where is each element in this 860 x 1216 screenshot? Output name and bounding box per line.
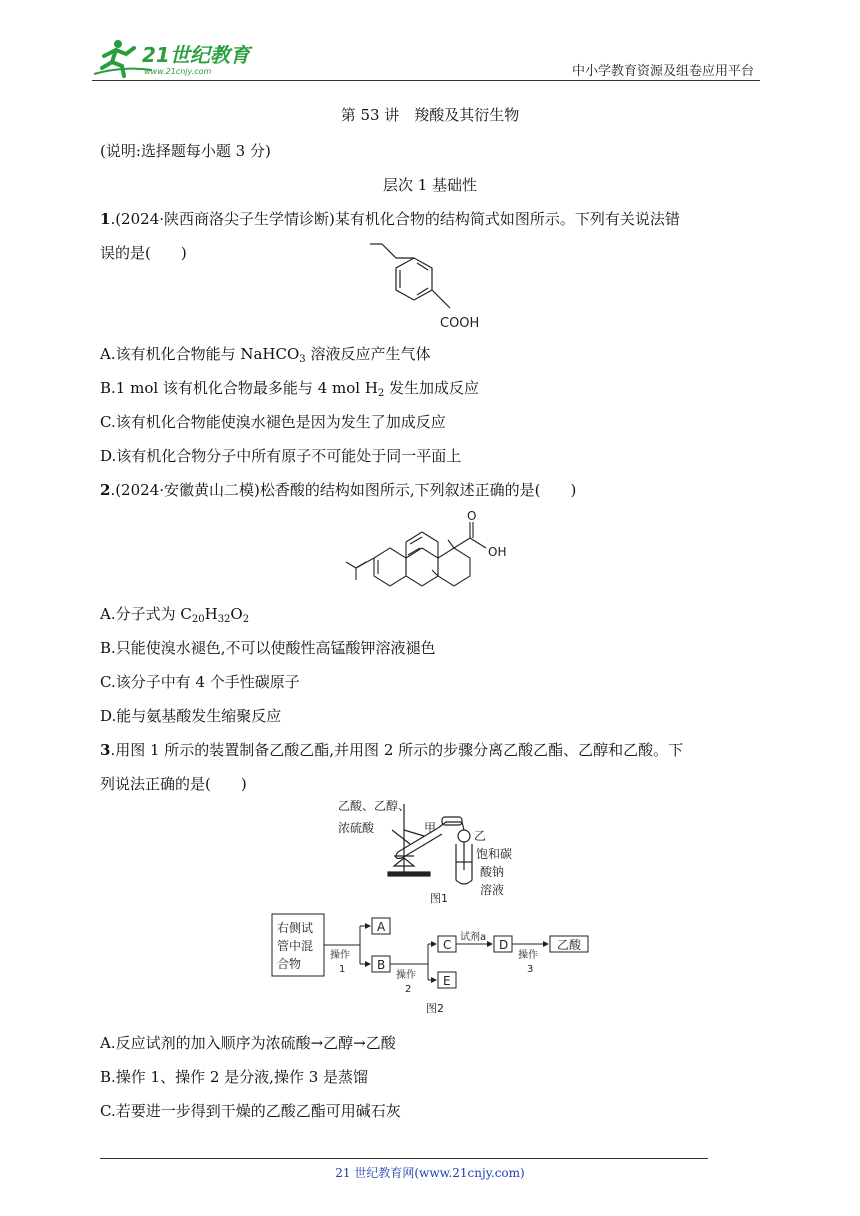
- fig2-start-line1: 右侧试: [277, 921, 314, 935]
- fig2-reagent-a: 试剂a: [460, 932, 487, 943]
- section-heading: 层次 1 基础性: [382, 176, 478, 194]
- q3-stem-line2: 列说法正确的是( ): [100, 775, 247, 793]
- q1-option-b: B.1 mol 该有机化合物最多能与 4 mol $H_2$ 发生加成反应: [100, 379, 480, 399]
- fig2-op1-line1: 操作: [330, 950, 350, 961]
- q3-option-c: C.若要进一步得到干燥的乙酸乙酯可用碱石灰: [100, 1102, 401, 1120]
- fig2-op3-line1: 操作: [518, 950, 538, 961]
- fig2-box-c: C: [443, 938, 452, 952]
- q2-number: 2: [100, 481, 111, 499]
- fig2-start-line3: 合物: [277, 957, 302, 971]
- q2-option-b: B.只能使溴水褪色,不可以使酸性高锰酸钾溶液褪色: [100, 639, 436, 657]
- q1-option-d: D.该有机化合物分子中所有原子不可能处于同一平面上: [100, 447, 462, 465]
- q2-abietic-acid-structure: [340, 508, 520, 594]
- q1-cooh-label: COOH: [440, 316, 480, 331]
- fig1-solution-line3: 溶液: [480, 883, 505, 897]
- scoring-note: (说明:选择题每小题 3 分): [100, 142, 271, 160]
- fig2-caption: 图2: [426, 1002, 444, 1015]
- fig2-box-d: D: [499, 938, 509, 952]
- header-platform-text: 中小学教育资源及组卷应用平台: [571, 64, 754, 79]
- q1-stem-line1: 1.(2024·陕西商洛尖子生学情诊断)某有机化合物的结构简式如图所示。下列有关说法错: [100, 210, 680, 228]
- q3-number: 3: [100, 741, 111, 759]
- fig2-op1-line2: 1: [339, 964, 346, 975]
- fig2-op2-line2: 2: [405, 984, 412, 995]
- q3-option-a: A.反应试剂的加入顺序为浓硫酸→乙醇→乙酸: [100, 1034, 396, 1052]
- q3-figure1-apparatus: [338, 800, 528, 906]
- page-title: 第 53 讲 羧酸及其衍生物: [340, 106, 520, 124]
- fig2-box-e: E: [443, 974, 451, 988]
- q1-stem-line2: 误的是( ): [100, 244, 187, 262]
- fig1-label-jia: 甲: [424, 821, 437, 835]
- q1-option-c: C.该有机化合物能使溴水褪色是因为发生了加成反应: [100, 413, 446, 431]
- q2-oh-label: OH: [488, 545, 507, 559]
- site-logo: [92, 36, 262, 80]
- q2-option-d: D.能与氨基酸发生缩聚反应: [100, 707, 282, 725]
- q1-option-a: A.该有机化合物能与 NaHCO$_3$ 溶液反应产生气体: [100, 345, 431, 365]
- q2-o-label: O: [467, 509, 477, 523]
- fig2-product: 乙酸: [557, 938, 582, 952]
- q2-option-c: C.该分子中有 4 个手性碳原子: [100, 673, 300, 691]
- q1-number: 1: [100, 210, 111, 228]
- fig1-solution-line2: 酸钠: [480, 865, 505, 879]
- q3-option-b: B.操作 1、操作 2 是分液,操作 3 是蒸馏: [100, 1068, 369, 1086]
- fig1-reagents-line1: 乙酸、乙醇、: [338, 800, 411, 813]
- fig2-start-line2: 管中混: [277, 939, 314, 953]
- fig1-caption: 图1: [430, 892, 448, 905]
- q3-figure2-flowchart: [268, 908, 598, 1020]
- fig2-op2-line1: 操作: [396, 970, 416, 981]
- fig1-solution-line1: 饱和碳: [476, 847, 513, 861]
- q2-stem: 2.(2024·安徽黄山二模)松香酸的结构如图所示,下列叙述正确的是( ): [100, 481, 577, 499]
- fig2-op3-line2: 3: [527, 964, 534, 975]
- footer-divider: [100, 1158, 708, 1159]
- logo-text: 21世纪教育: [142, 43, 250, 67]
- fig2-box-b: B: [377, 958, 386, 972]
- header-divider: [92, 80, 760, 81]
- footer-link[interactable]: 21 世纪教育网(www.21cnjy.com): [335, 1166, 525, 1180]
- logo-url: www.21cnjy.com: [144, 67, 212, 76]
- q2-option-a: A.分子式为 $C_{20}H_{32}O_2$: [100, 605, 250, 625]
- q1-structure-diagram: [360, 238, 500, 334]
- fig2-box-a: A: [377, 920, 386, 934]
- fig1-reagents-line2: 浓硫酸: [338, 821, 375, 835]
- fig1-label-yi: 乙: [474, 829, 487, 843]
- q3-stem-line1: 3.用图 1 所示的装置制备乙酸乙酯,并用图 2 所示的步骤分离乙酸乙酯、乙醇和乙酸。下: [100, 741, 684, 759]
